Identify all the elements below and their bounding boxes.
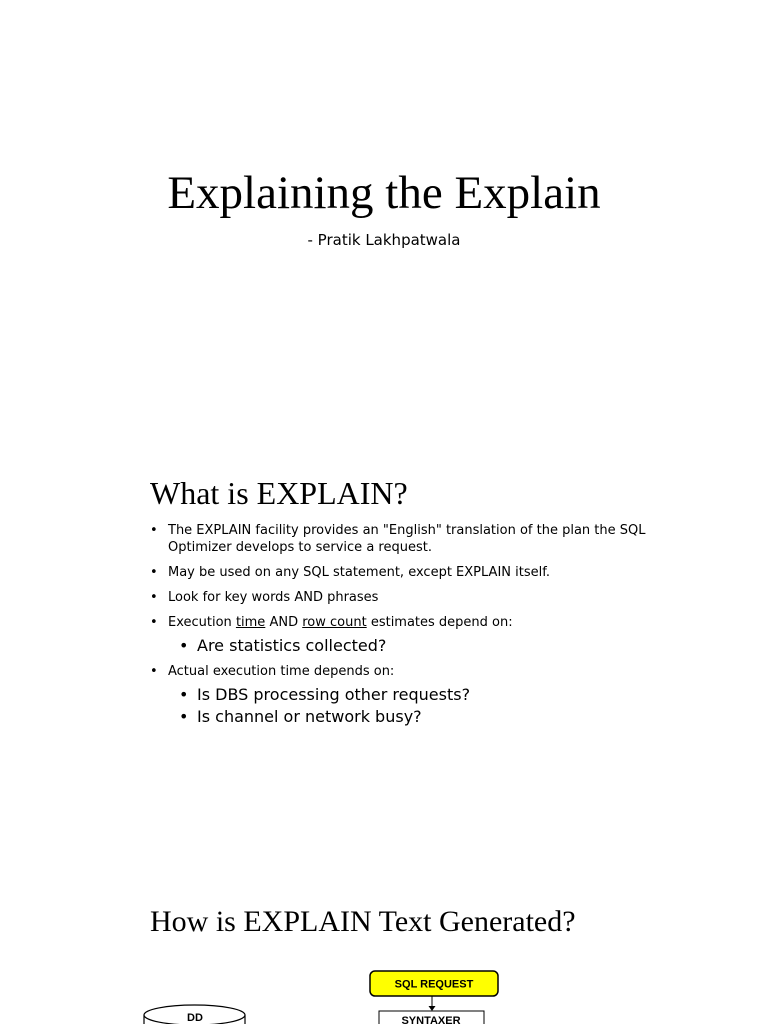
flow-arrow-head <box>429 1006 436 1011</box>
sub-bullet-channel-busy: • Is channel or network busy? <box>150 706 650 728</box>
section-heading-what-is-explain: What is EXPLAIN? <box>150 475 408 511</box>
sub-bullet-dbs-processing: • Is DBS processing other requests? <box>150 684 650 706</box>
bullet-explain-facility: • The EXPLAIN facility provides an "English" translation of the plan the SQL Optimizer develops to service a request. <box>150 522 650 556</box>
slide-subtitle: - Pratik Lakhpatwala <box>307 231 461 249</box>
bullet-text-prefix: Execution <box>168 615 236 630</box>
dd-label: DD <box>187 1012 203 1024</box>
bullet-any-sql-statement: • May be used on any SQL statement, except EXPLAIN itself. <box>150 564 650 581</box>
bullet-actual-execution-time: • Actual execution time depends on: <box>150 663 650 680</box>
sub-bullet-statistics: • Are statistics collected? <box>150 635 650 657</box>
syntaxer-label: SYNTAXER <box>401 1015 461 1024</box>
underlined-row-count: row count <box>302 615 367 630</box>
bullet-text-suffix: estimates depend on: <box>366 615 513 630</box>
sql-request-label: SQL REQUEST <box>394 978 474 991</box>
bullet-list <box>150 522 650 732</box>
bullet-key-words: • Look for key words AND phrases <box>150 589 650 606</box>
explain-flow-diagram <box>0 960 768 1024</box>
bullet-execution-estimates <box>150 614 650 631</box>
slide-title: Explaining the Explain <box>167 167 601 219</box>
bullet-text-and: AND <box>265 615 303 630</box>
underlined-time: time <box>235 615 266 630</box>
section-heading-how-generated: How is EXPLAIN Text Generated? <box>150 905 576 938</box>
